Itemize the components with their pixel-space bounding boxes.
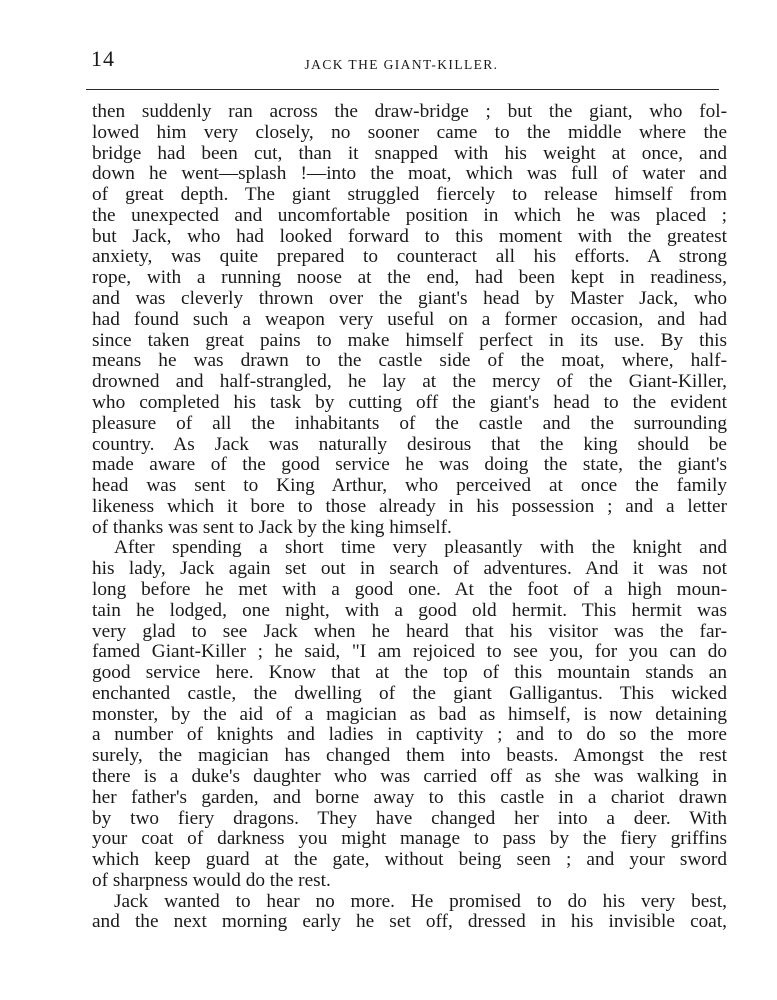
text-line: down he went—splash !—into the moat, which was full of water and	[92, 163, 727, 185]
text-line: since taken great pains to make himself perfect in its use. By this	[92, 329, 727, 351]
text-line: your coat of darkness you might manage to pass by the fiery griffins	[92, 828, 727, 850]
text-line: monster, by the aid of a magician as bad as himself, is now detaining	[92, 703, 727, 725]
text-line: long before he met with a good one. At the foot of a high moun-	[92, 578, 727, 600]
text-line: which keep guard at the gate, without being seen ; and your sword	[92, 849, 727, 871]
running-head: JACK THE GIANT-KILLER.	[304, 57, 499, 72]
text-line: pleasure of all the inhabitants of the castle and the surrounding	[92, 412, 727, 434]
text-line: then suddenly ran across the draw-bridge ; but the giant, who fol-	[92, 101, 727, 122]
text-line: rope, with a running noose at the end, had been kept in readiness,	[92, 267, 727, 289]
text-line: who completed his task by cutting off the giant's head to the evident	[92, 391, 727, 413]
text-line: lowed him very closely, no sooner came to the middle where the	[92, 121, 727, 143]
text-line: very glad to see Jack when he heard that his visitor was the far-	[92, 620, 727, 642]
text-line: means he was drawn to the castle side of the moat, where, half-	[92, 350, 727, 372]
text-line: good service here. Know that at the top of this mountain stands an	[92, 662, 727, 684]
text-line: a number of knights and ladies in captivity ; and to do so the more	[92, 724, 727, 746]
text-line: of great depth. The giant struggled fiercely to release himself from	[92, 184, 727, 206]
text-line: head was sent to King Arthur, who perceived at once the family	[92, 475, 727, 497]
text-line: but Jack, who had looked forward to this moment with the greatest	[92, 225, 727, 247]
text-line: there is a duke's daughter who was carried off as she was walking in	[92, 766, 727, 787]
text-line: the unexpected and uncomfortable position in which he was placed ;	[92, 204, 727, 226]
text-line: by two fiery dragons. They have changed her into a deer. With	[92, 807, 727, 829]
header-rule	[86, 89, 719, 90]
text-line: and the next morning early he set off, dressed in his invisible coat,	[92, 911, 727, 933]
text-line: had found such a weapon very useful on a former occasion, and had	[92, 308, 727, 330]
paragraph-end-line: of thanks was sent to Jack by the king himself.	[92, 516, 452, 538]
text-line: her father's garden, and borne away to this castle in a chariot drawn	[92, 786, 727, 808]
text-line: likeness which it bore to those already in his possession ; and a letter	[92, 495, 727, 517]
page-number: 14	[91, 46, 115, 71]
text-line: anxiety, was quite prepared to counteract all his efforts. A strong	[92, 246, 727, 268]
text-line: country. As Jack was naturally desirous that the king should be	[92, 433, 727, 455]
text-line: famed Giant-Killer ; he said, "I am rejoiced to see you, for you can do	[92, 641, 727, 663]
text-line: and was cleverly thrown over the giant's head by Master Jack, who	[92, 288, 727, 310]
text-line: enchanted castle, the dwelling of the giant Galligantus. This wicked	[92, 682, 727, 704]
text-line: tain he lodged, one night, with a good old hermit. This hermit was	[92, 599, 727, 621]
text-line: drowned and half-strangled, he lay at the mercy of the Giant-Killer,	[92, 371, 727, 393]
text-line: bridge had been cut, than it snapped with his weight at once, and	[92, 142, 727, 164]
paragraph-start-line: Jack wanted to hear no more. He promised to do his very best,	[114, 890, 727, 912]
paragraph-end-line: of sharpness would do the rest.	[92, 869, 331, 891]
page-header	[86, 44, 717, 76]
text-line: surely, the magician has changed them into beasts. Amongst the rest	[92, 745, 727, 767]
text-line: made aware of the good service he was doing the state, the giant's	[92, 454, 727, 476]
body-text	[92, 102, 727, 933]
text-line: his lady, Jack again set out in search of adventures. And it was not	[92, 558, 727, 580]
paragraph-start-line: After spending a short time very pleasantly with the knight and	[114, 537, 727, 559]
